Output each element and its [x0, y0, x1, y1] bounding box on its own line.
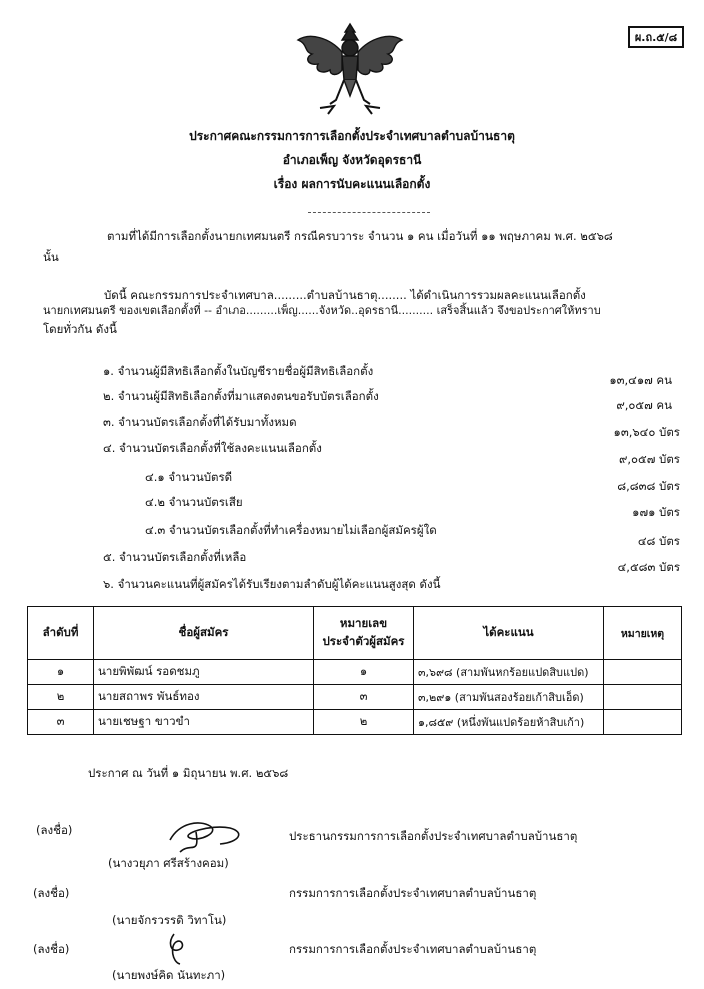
handwritten-signature-icon [160, 928, 200, 968]
cell-rank: ๑ [28, 660, 94, 685]
table-row [28, 685, 682, 710]
cell-name: นายเชษฐา ขาวขำ [94, 710, 314, 735]
cell-note [604, 660, 682, 685]
cell-note [604, 685, 682, 710]
stat-value: ๘,๘๓๘ บัตร [617, 479, 680, 493]
header-number-line1: หมายเลข [339, 616, 388, 630]
stat-value: ๔๘ บัตร [637, 534, 680, 548]
stat-label: ๔.๑ จำนวนบัตรดี [145, 470, 233, 484]
announcement-title-line1: ประกาศคณะกรรมการการเลือกตั้งประจำเทศบาลตำบลบ้านธาตุ [189, 129, 515, 143]
garuda-emblem-icon [290, 18, 410, 118]
stat-value: ๑๗๑ บัตร [632, 505, 680, 519]
intro-line: นั้น [43, 250, 59, 264]
signer-name: (นายพงษ์คิด นันทะภา) [112, 968, 226, 982]
sign-label: (ลงชื่อ) [36, 823, 73, 837]
signer-position: กรรมการการเลือกตั้งประจำเทศบาลตำบลบ้านธาตุ [289, 886, 537, 900]
cell-rank: ๓ [28, 710, 94, 735]
results-table [27, 606, 682, 735]
stat-label: ๔. จำนวนบัตรเลือกตั้งที่ใช้ลงคะแนนเลือกตั้ง [103, 441, 322, 455]
cell-number: ๒ [314, 710, 414, 735]
cell-rank: ๒ [28, 685, 94, 710]
cell-note [604, 710, 682, 735]
cell-name: นายพิพัฒน์ รอดชมภู [94, 660, 314, 685]
cell-name: นายสถาพร พันธ์ทอง [94, 685, 314, 710]
table-row [28, 660, 682, 685]
signer-name: (นางวยุภา ศรีสร้างคอม) [108, 856, 229, 870]
intro-line: โดยทั่วกัน ดังนี้ [43, 322, 117, 336]
header-rank: ลำดับที่ [28, 607, 94, 660]
header-number-line2: ประจำตัวผู้สมัคร [322, 634, 405, 648]
cell-number: ๑ [314, 660, 414, 685]
stat-label: ๖. จำนวนคะแนนที่ผู้สมัครได้รับเรียงตามลำดับผู้ได้คะแนนสูงสุด ดังนี้ [103, 577, 441, 591]
form-code-badge: ผ.ถ.๕/๘ [628, 26, 684, 48]
stat-value: ๑๓,๔๑๗ คน [609, 373, 672, 387]
header-score: ได้คะแนน [414, 607, 604, 660]
stat-label: ๓. จำนวนบัตรเลือกตั้งที่ได้รับมาทั้งหมด [103, 415, 297, 429]
cell-number: ๓ [314, 685, 414, 710]
intro-line: บัดนี้ คณะกรรมการประจำเทศบาล.........ตำบลบ้านธาตุ........ ได้ดำเนินการรวมผลคะแนนเลือกตั้ง [104, 288, 586, 302]
header-number [314, 607, 414, 660]
stat-value: ๑๓,๖๔๐ บัตร [613, 425, 680, 439]
table-row [28, 710, 682, 735]
signer-name: (นายจักรวรรดิ วิทาโน) [112, 913, 227, 927]
intro-line: นายกเทศมนตรี ของเขตเลือกตั้งที่ -- อำเภอ.........เพ็ญ......จังหวัด..อุดรธานี.......... เสร็จสิ้นแล้ว จึงขอประกาศให้ทราบ [43, 304, 601, 317]
stat-label: ๔.๒ จำนวนบัตรเสีย [145, 495, 243, 509]
stat-label: ๕. จำนวนบัตรเลือกตั้งที่เหลือ [103, 550, 247, 564]
stat-label: ๑. จำนวนผู้มีสิทธิเลือกตั้งในบัญชีรายชื่อผู้มีสิทธิเลือกตั้ง [103, 364, 374, 378]
stat-label: ๒. จำนวนผู้มีสิทธิเลือกตั้งที่มาแสดงตนขอรับบัตรเลือกตั้ง [103, 389, 379, 403]
announcement-date: ประกาศ ณ วันที่ ๑ มิถุนายน พ.ศ. ๒๕๖๘ [88, 766, 289, 780]
cell-score: ๓,๒๙๑ (สามพันสองร้อยเก้าสิบเอ็ด) [414, 685, 604, 710]
signer-position: กรรมการการเลือกตั้งประจำเทศบาลตำบลบ้านธาตุ [289, 942, 537, 956]
stat-value: ๙,๐๕๗ คน [616, 398, 672, 412]
table-header-row [28, 607, 682, 660]
sign-label: (ลงชื่อ) [33, 886, 70, 900]
stat-label: ๔.๓ จำนวนบัตรเลือกตั้งที่ทำเครื่องหมายไม่เลือกผู้สมัครผู้ใด [145, 523, 437, 537]
header-name: ชื่อผู้สมัคร [94, 607, 314, 660]
announcement-title-line2: อำเภอเพ็ญ จังหวัดอุดรธานี [282, 153, 422, 167]
stat-value: ๔,๕๘๓ บัตร [617, 560, 680, 574]
title-separator [308, 212, 430, 213]
cell-score: ๑,๘๕๙ (หนึ่งพันแปดร้อยห้าสิบเก้า) [414, 710, 604, 735]
intro-line: ตามที่ได้มีการเลือกตั้งนายกเทศมนตรี กรณีครบวาระ จำนวน ๑ คน เมื่อวันที่ ๑๑ พฤษภาคม พ.ศ. ๒๕๖๘ [107, 229, 613, 243]
header-note: หมายเหตุ [604, 607, 682, 660]
cell-score: ๓,๖๙๘ (สามพันหกร้อยแปดสิบแปด) [414, 660, 604, 685]
stat-value: ๙,๐๕๗ บัตร [618, 452, 680, 466]
signer-position: ประธานกรรมการการเลือกตั้งประจำเทศบาลตำบลบ้านธาตุ [289, 829, 578, 843]
announcement-subject: เรื่อง ผลการนับคะแนนเลือกตั้ง [273, 177, 431, 191]
sign-label: (ลงชื่อ) [33, 942, 70, 956]
